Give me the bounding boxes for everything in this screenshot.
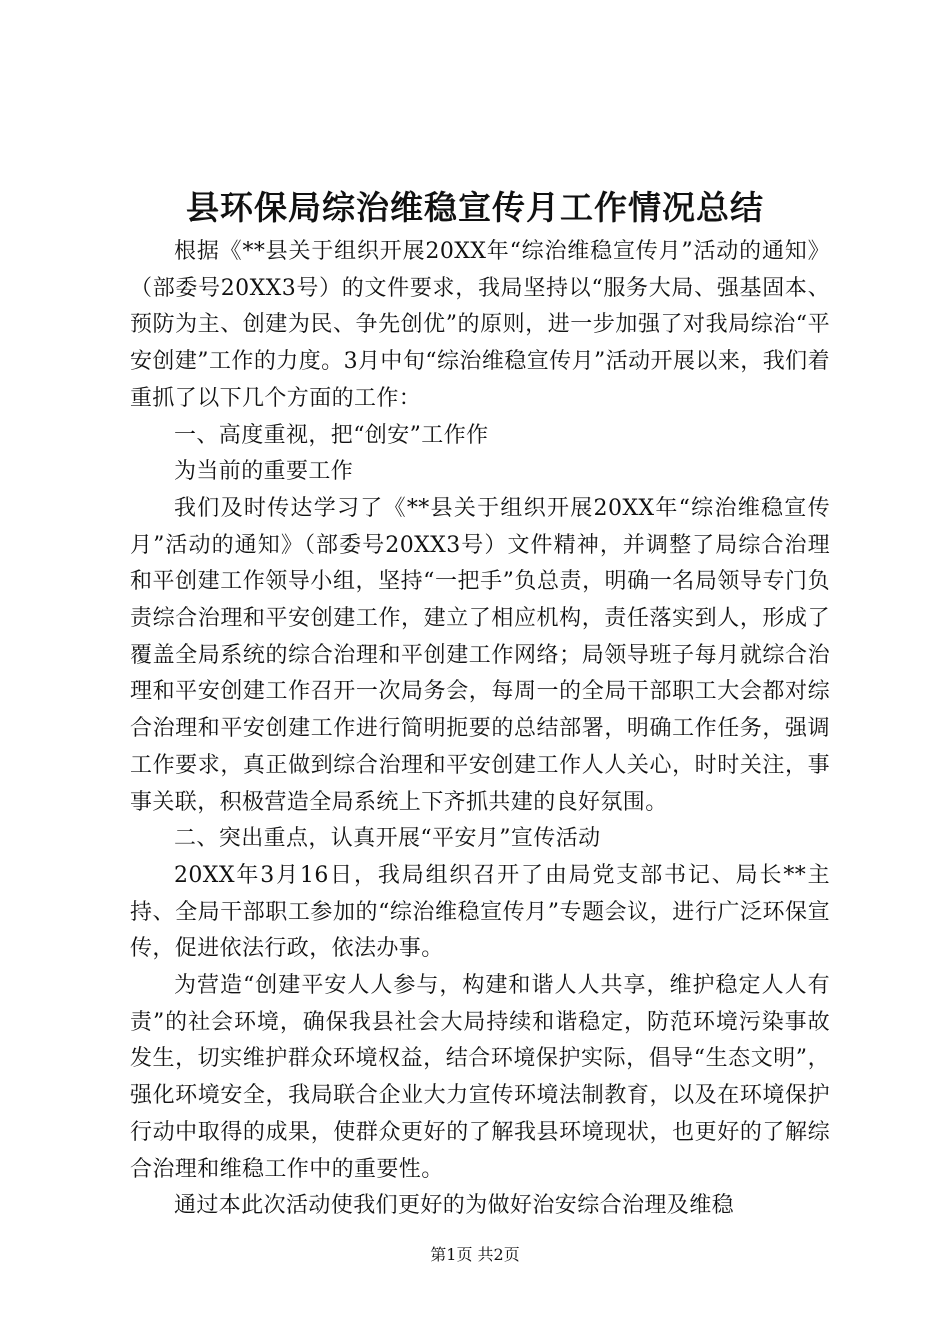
- document-title: 县环保局综治维稳宣传月工作情况总结: [186, 188, 764, 227]
- section-heading-2: 二、突出重点，认真开展“平安月”宣传活动: [174, 826, 601, 852]
- paragraph-conclusion: 通过本此次活动使我们更好的为做好治安综合治理及维稳: [174, 1193, 735, 1219]
- section-heading-1: 一、高度重视，把“创安”工作作: [174, 422, 489, 448]
- paragraph-environment: 为营造“创建平安人人参与，构建和谐人人共享，维护稳定人人有责”的社会环境，确保我县社会大局持续和谐稳定，防范环境污染事故发生，切实维护群众环境权益，结合环境保护实际，倡导“生态文明”，强化环境安全，我局联合企业大力宣传环境法制教育，以及在环境保护行动中取得的成果，使群众更好的了解我县环境现状，也更好的了解综合治理和维稳工作中的重要性。: [130, 973, 830, 1182]
- paragraph-meeting: 20XX年3月16日，我局组织召开了由局党支部书记、局长**主持、全局干部职工参加的“综治维稳宣传月”专题会议，进行广泛环保宣传，促进依法行政，依法办事。: [130, 862, 830, 962]
- document-body: [130, 234, 830, 1225]
- section-heading-1-continued: 为当前的重要工作: [174, 459, 354, 485]
- paragraph-section-1: 我们及时传达学习了《**县关于组织开展20XX年“综治维稳宣传月”活动的通知》（部委号20XX3号）文件精神，并调整了局综合治理和平创建工作领导小组，坚持“一把手”负总责，明确一名局领导专门负责综合治理和平安创建工作，建立了相应机构，责任落实到人，形成了覆盖全局系统的综合治理和平创建工作网络；局领导班子每月就综合治理和平安创建工作召开一次局务会，每周一的全局干部职工大会都对综合治理和平安创建工作进行简明扼要的总结部署，明确工作任务，强调工作要求，真正做到综合治理和平安创建工作人人关心，时时关注，事事关联，积极营造全局系统上下齐抓共建的良好氛围。: [130, 495, 830, 815]
- paragraph-intro: 根据《**县关于组织开展20XX年“综治维稳宣传月”活动的通知》（部委号20XX3号）的文件要求，我局坚持以“服务大局、强基固本、预防为主、创建为民、争先创优”的原则，进一步加强了对我局综治“平安创建”工作的力度。3月中旬“综治维稳宣传月”活动开展以来，我们着重抓了以下几个方面的工作：: [130, 239, 830, 411]
- page-footer: 第1页 共2页: [430, 1245, 520, 1264]
